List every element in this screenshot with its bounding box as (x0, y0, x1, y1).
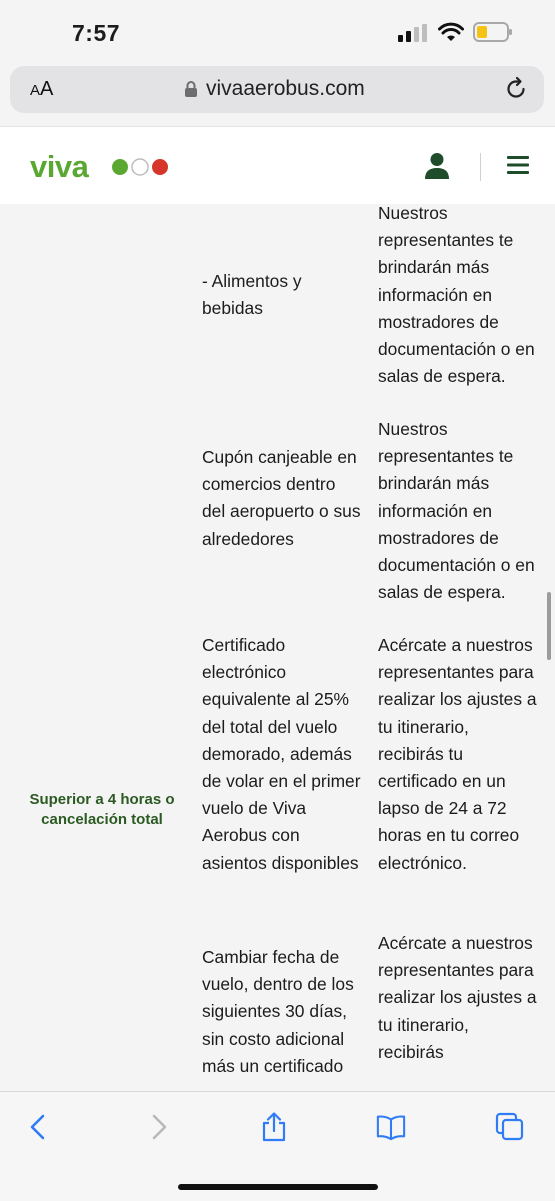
status-bar (0, 0, 555, 62)
logo-dots-icon (110, 156, 172, 178)
url-text[interactable]: vivaaerobus.com (206, 77, 365, 100)
hamburger-menu-icon[interactable] (507, 155, 529, 175)
battery-icon (473, 22, 513, 42)
tabs-icon[interactable] (495, 1112, 525, 1142)
cellular-signal-icon (398, 24, 428, 42)
table-cell-instruction: Acércate a nuestros representantes para realizar los ajustes a tu itinerario, recibirás (378, 933, 537, 1062)
wifi-icon (438, 22, 464, 42)
table-cell-benefit: Certificado electrónico equivalente al 25% del total del vuelo demorado, además de volar en el primer vuelo de Viva Aerobus con asientos disponibles (202, 635, 361, 873)
compensation-table (0, 204, 555, 1091)
address-bar[interactable] (10, 66, 544, 113)
table-cell-case: Superior a 4 horas o cancelación total (29, 791, 175, 828)
back-icon[interactable] (24, 1112, 54, 1142)
table-cell-instruction: Acércate a nuestros representantes para realizar los ajustes a tu itinerario, recibirás tu certificado en un lapso de 24 a 72 horas en tu correo electrónico. (378, 635, 537, 873)
table-cell-benefit: Cambiar fecha de vuelo, dentro de los siguientes 30 días, sin costo adicional más un certificado (202, 947, 354, 1076)
lock-icon (184, 80, 198, 98)
table-cell-instruction: Nuestros representantes te brindarán más información en mostradores de documentación o en salas de espera. (378, 204, 535, 387)
table-cell-benefit: - Alimentos y bebidas (202, 271, 302, 319)
share-icon[interactable] (259, 1112, 289, 1142)
user-account-icon[interactable] (424, 152, 450, 180)
forward-icon[interactable] (143, 1112, 173, 1142)
viva-logo[interactable]: viva (30, 149, 89, 184)
reader-text-size-button[interactable]: AA (30, 78, 54, 100)
bookmarks-icon[interactable] (376, 1112, 406, 1142)
reload-icon[interactable] (503, 76, 529, 102)
site-header (0, 126, 555, 205)
home-indicator (178, 1184, 378, 1190)
status-time: 7:57 (72, 20, 121, 46)
table-cell-benefit: Cupón canjeable en comercios dentro del aeropuerto o sus alrededores (202, 447, 361, 549)
table-cell-instruction: Nuestros representantes te brindarán más información en mostradores de documentación o en salas de espera. (378, 419, 535, 603)
header-divider (480, 153, 481, 181)
scrollbar-thumb[interactable] (547, 592, 551, 660)
